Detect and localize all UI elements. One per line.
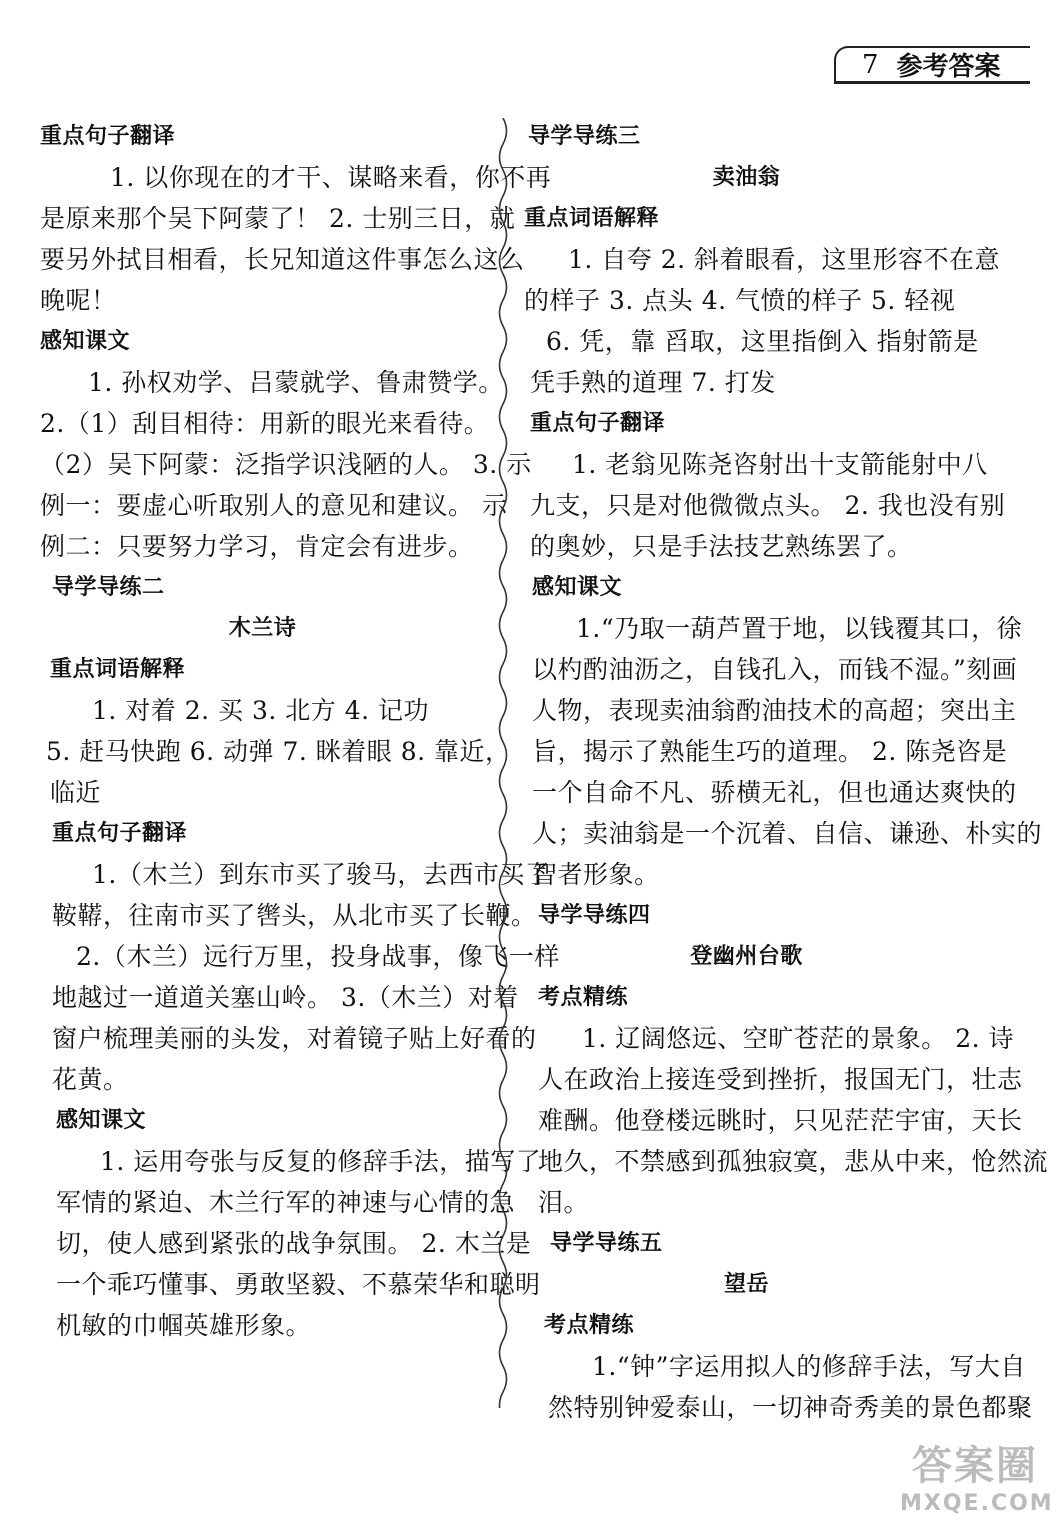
subheading: 重点句子翻译 xyxy=(40,124,176,149)
watermark-text: 答案圈 xyxy=(912,1443,1038,1489)
text-line: 2.（木兰）远行万里，投身战事，像飞一样 xyxy=(76,942,560,971)
subheading: 感知课文 xyxy=(56,1108,147,1133)
text-line: 1.（木兰）到东市买了骏马，去西市买了 xyxy=(92,860,551,889)
text-line: 然特别钟爱泰山，一切神奇秀美的景色都聚 xyxy=(548,1393,1033,1422)
subheading: 重点句子翻译 xyxy=(52,821,188,846)
watermark-logo xyxy=(900,1442,1054,1526)
text-line: 2.（1）刮目相待：用新的眼光来看待。 xyxy=(40,409,490,438)
page-header-label xyxy=(834,46,1030,84)
text-line: 花黄。 xyxy=(52,1065,129,1094)
text-line: 一个乖巧懂事、勇敢坚毅、不慕荣华和聪明 xyxy=(56,1270,541,1299)
lesson-title: 登幽州台歌 xyxy=(690,944,803,969)
text-line: 1.“钟”字运用拟人的修辞手法，写大自 xyxy=(592,1352,1026,1381)
subheading: 感知课文 xyxy=(40,329,131,354)
text-line: 难酬。他登楼远眺时，只见茫茫宇宙，天长 xyxy=(538,1106,1023,1135)
text-line: 临近 xyxy=(50,778,102,807)
lesson-title: 卖油翁 xyxy=(712,165,781,190)
text-line: 智者形象。 xyxy=(532,860,660,889)
text-line: 的样子 3. 点头 4. 气愤的样子 5. 轻视 xyxy=(524,286,956,315)
text-line: 1. 对着 2. 买 3. 北方 4. 记功 xyxy=(92,696,430,725)
column-divider xyxy=(488,118,518,1408)
left-column xyxy=(40,116,560,1346)
text-line: 旨，揭示了熟能生巧的道理。 2. 陈尧咨是 xyxy=(532,737,1008,766)
subheading: 考点精练 xyxy=(538,985,629,1010)
text-line: 例二：只要努力学习，肯定会有进步。 xyxy=(40,532,474,561)
text-line: 是原来那个吴下阿蒙了！ 2. 士别三日，就 xyxy=(40,204,516,233)
text-line: 1. 运用夸张与反复的修辞手法，描写了 xyxy=(100,1147,542,1176)
text-line: 地越过一道道关塞山岭。 3.（木兰）对着 xyxy=(52,983,519,1012)
subheading: 重点句子翻译 xyxy=(530,411,666,436)
text-line: 晚呢！ xyxy=(40,286,117,315)
right-column xyxy=(524,116,1049,1428)
text-line: 切，使人感到紧张的战争氛围。 2. 木兰是 xyxy=(56,1229,532,1258)
section-heading: 导学导练四 xyxy=(538,903,651,928)
text-line: 的奥妙，只是手法技艺熟练罢了。 xyxy=(530,532,913,561)
section-heading: 导学导练三 xyxy=(528,124,641,149)
lesson-title: 木兰诗 xyxy=(228,616,297,641)
subheading: 重点词语解释 xyxy=(524,206,660,231)
text-line: 凭手熟的道理 7. 打发 xyxy=(530,368,776,397)
text-line: 1. 孙权劝学、吕蒙就学、鲁肃赞学。 xyxy=(88,368,504,397)
text-line: 6. 凭，靠 舀取，这里指倒入 指射箭是 xyxy=(546,327,979,356)
text-line: 人；卖油翁是一个沉着、自信、谦逊、朴实的 xyxy=(532,819,1043,848)
text-line: 军情的紧迫、木兰行军的神速与心情的急 xyxy=(56,1188,516,1217)
text-line: 例一：要虚心听取别人的意见和建议。 示 xyxy=(40,491,508,520)
text-line: （2）吴下阿蒙：泛指学识浅陋的人。 3. 示 xyxy=(40,450,532,479)
text-line: 地久，不禁感到孤独寂寞，悲从中来，怆然流 xyxy=(538,1147,1049,1176)
text-line: 以杓酌油沥之，自钱孔入，而钱不湿。”刻画 xyxy=(532,655,1018,684)
subheading: 重点词语解释 xyxy=(50,657,186,682)
section-label: 参考答案 xyxy=(896,52,1001,82)
text-line: 1. 自夸 2. 斜着眼看，这里形容不在意 xyxy=(568,245,1001,274)
text-line: 1. 以你现在的才干、谋略来看，你不再 xyxy=(110,163,552,192)
text-line: 九支，只是对他微微点头。 2. 我也没有别 xyxy=(530,491,1006,520)
text-line: 鞍鞯，往南市买了辔头，从北市买了长鞭。 xyxy=(52,901,537,930)
text-line: 要另外拭目相看，长兄知道这件事怎么这么 xyxy=(40,245,525,274)
section-heading: 导学导练五 xyxy=(550,1231,663,1256)
section-heading: 导学导练二 xyxy=(52,575,165,600)
text-line: 人物，表现卖油翁酌油技术的高超；突出主 xyxy=(532,696,1017,725)
text-line: 泪。 xyxy=(538,1188,590,1217)
text-line: 人在政治上接连受到挫折，报国无门，壮志 xyxy=(538,1065,1023,1094)
subheading: 感知课文 xyxy=(532,575,623,600)
subheading: 考点精练 xyxy=(544,1313,635,1338)
watermark-url: MXQE.COM xyxy=(900,1491,1054,1516)
lesson-title: 望岳 xyxy=(723,1272,769,1297)
text-line: 1.“乃取一葫芦置于地，以钱覆其口，徐 xyxy=(576,614,1023,643)
text-line: 5. 赶马快跑 6. 动弹 7. 眯着眼 8. 靠近， xyxy=(46,737,511,766)
page-number: 7 xyxy=(862,49,879,80)
text-line: 一个自命不凡、骄横无礼，但也通达爽快的 xyxy=(532,778,1017,807)
text-line: 窗户梳理美丽的头发，对着镜子贴上好看的 xyxy=(52,1024,537,1053)
text-line: 机敏的巾帼英雄形象。 xyxy=(56,1311,312,1340)
text-line: 1. 辽阔悠远、空旷苍茫的景象。 2. 诗 xyxy=(582,1024,1015,1053)
text-line: 1. 老翁见陈尧咨射出十支箭能射中八 xyxy=(572,450,988,479)
